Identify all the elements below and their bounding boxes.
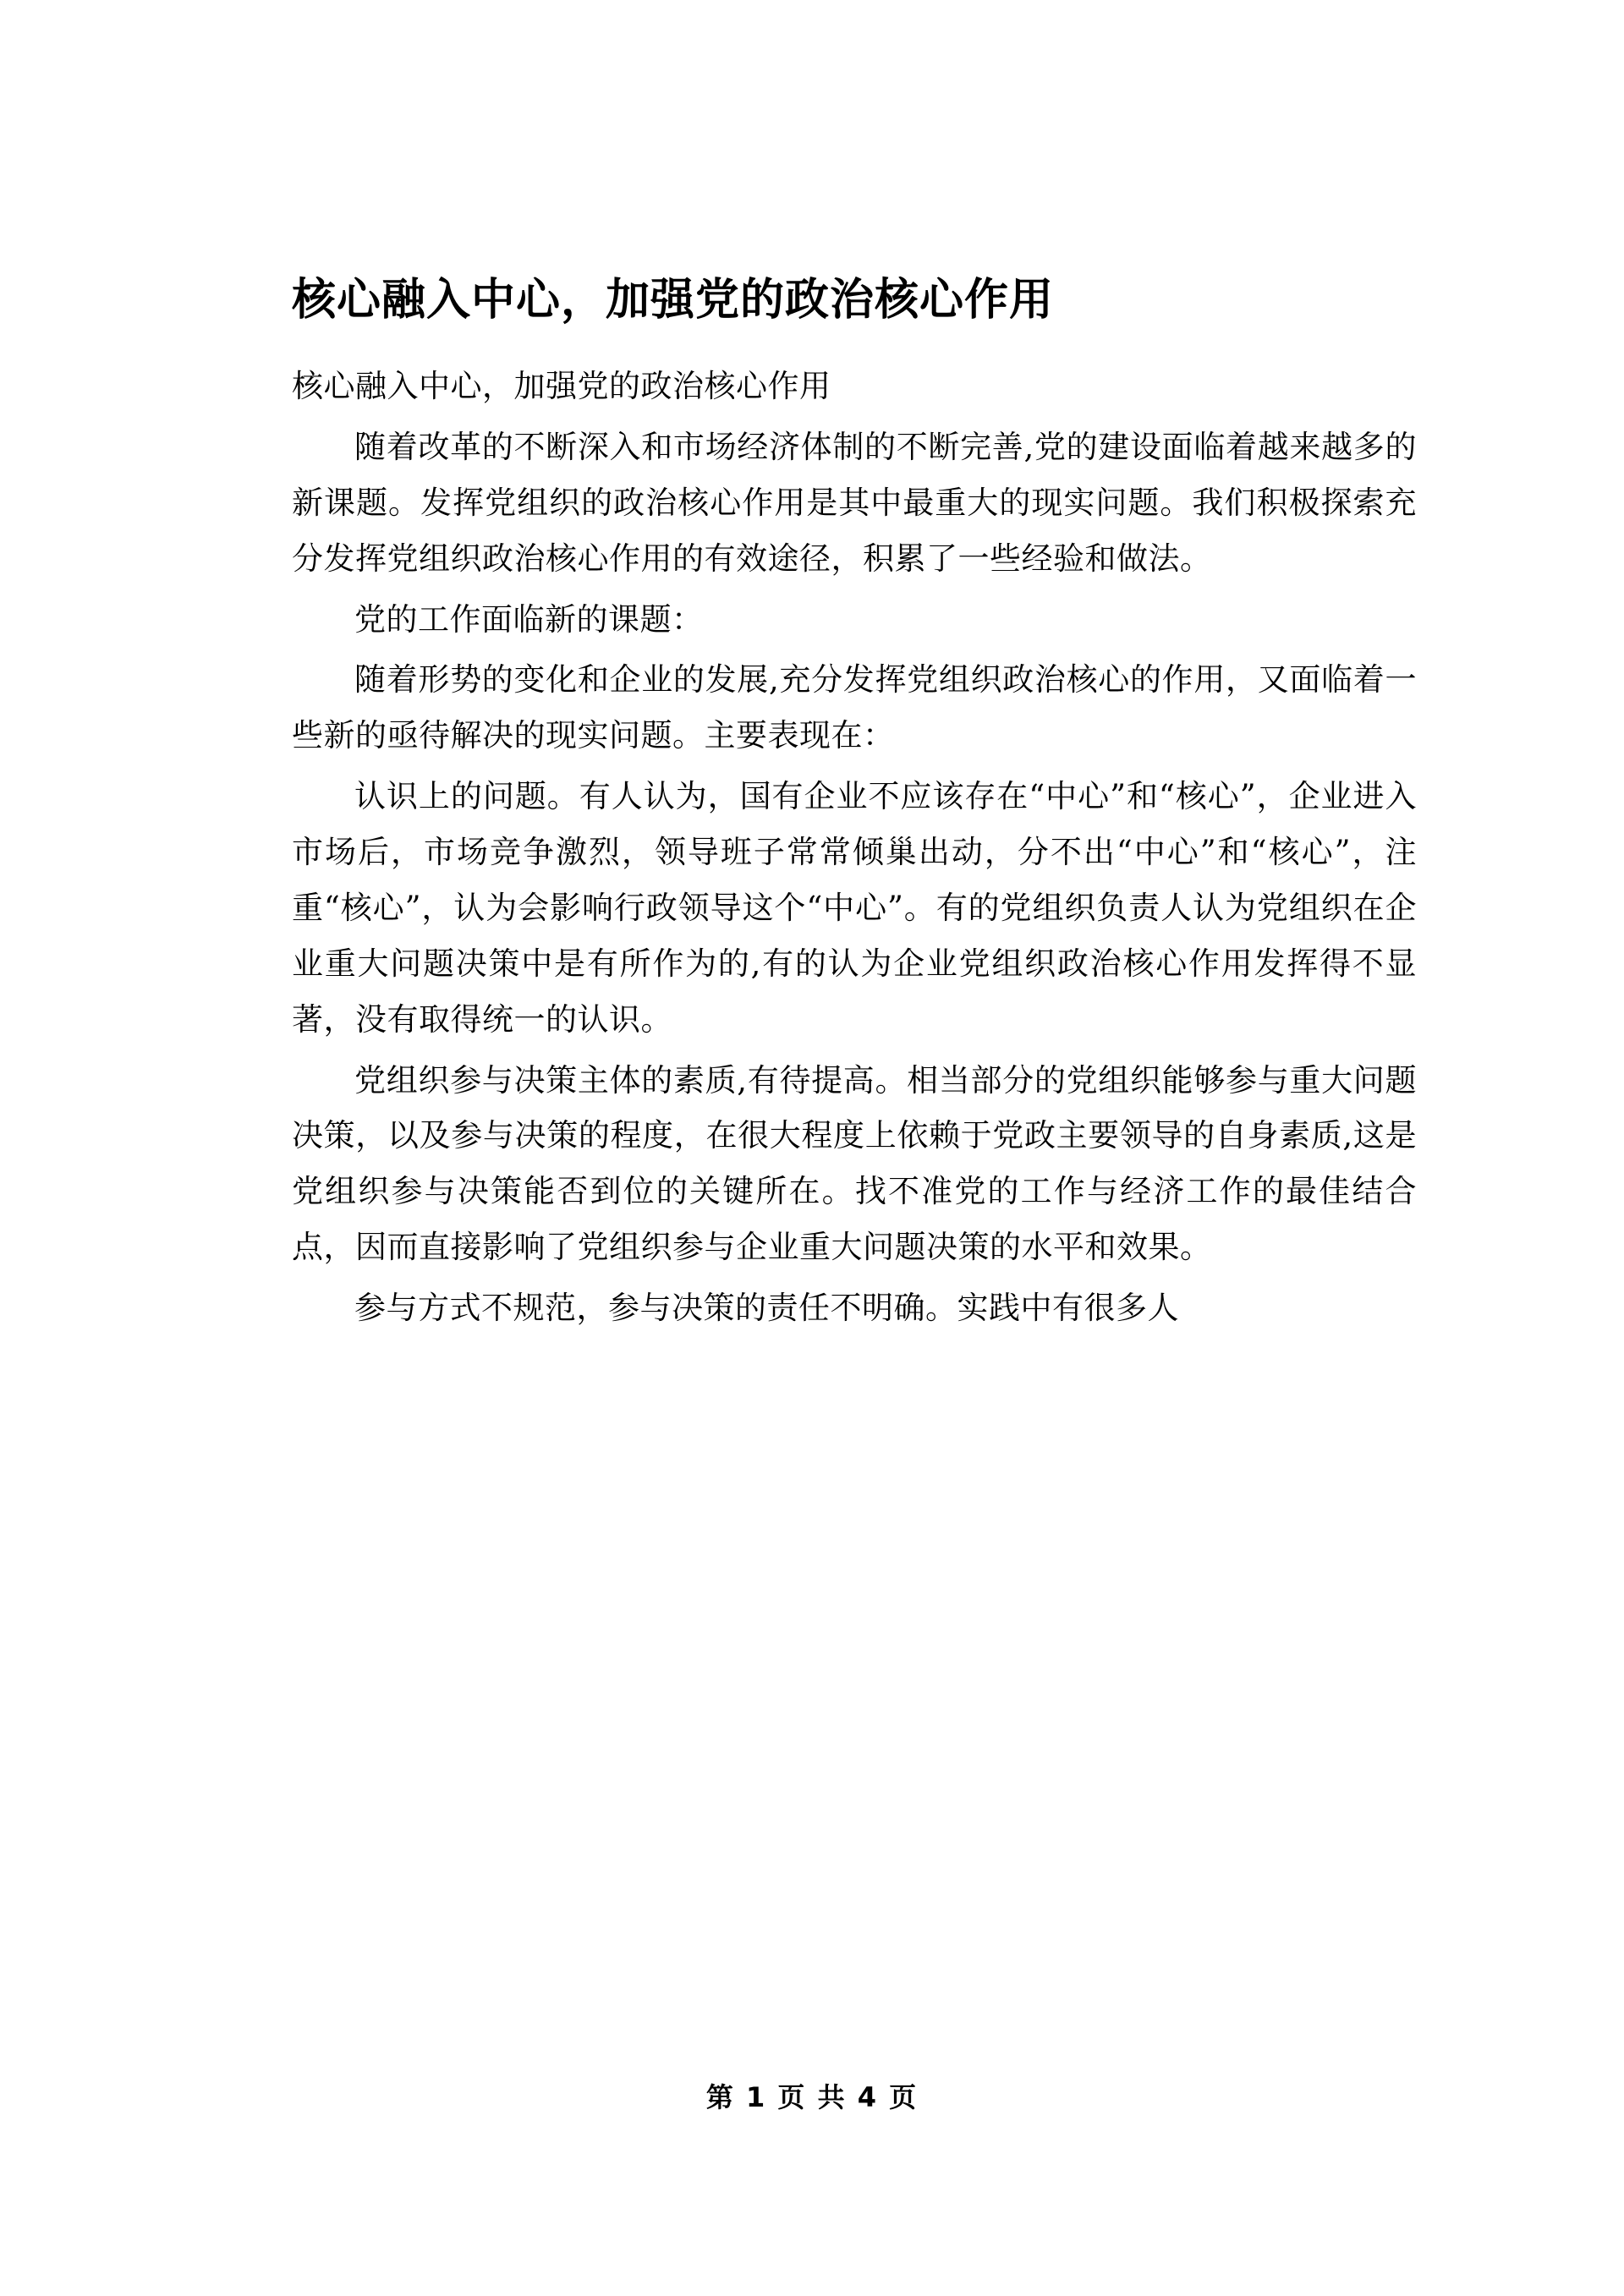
paragraph-4: 认识上的问题。有人认为，国有企业不应该存在“中心”和“核心”，企业进入市场后，市场竞争激烈，领导班子常常倾巢出动，分不出“中心”和“核心”，注重“核心”，认为会影响行政领导这个“中心”。有的党组织负责人认为党组织在企业重大问题决策中是有所作为的,有的认为企业党组织政治核心作用发挥得不显著，没有取得统一的认识。 [292, 778, 1417, 1038]
page-title: 核心融入中心，加强党的政治核心作用 [292, 275, 1055, 326]
paragraph-6: 参与方式不规范，参与决策的责任不明确。实践中有很多人 [354, 1289, 1179, 1326]
paragraph-5: 党组织参与决策主体的素质,有待提高。相当部分的党组织能够参与重大问题决策，以及参与决策的程度，在很大程度上依赖于党政主要领导的自身素质,这是党组织参与决策能否到位的关键所在。找不准党的工作与经济工作的最佳结合点，因而直接影响了党组织参与企业重大问题决策的水平和效果。 [292, 1061, 1417, 1266]
paragraph-1: 随着改革的不断深入和市场经济体制的不断完善,党的建设面临着越来越多的新课题。发挥党组织的政治核心作用是其中最重大的现实问题。我们积极探索充分发挥党组织政治核心作用的有效途径，积累了一些经验和做法。 [292, 429, 1417, 577]
paragraph-subtitle: 核心融入中心，加强党的政治核心作用 [292, 368, 831, 405]
paragraph-3: 随着形势的变化和企业的发展,充分发挥党组织政治核心的作用，又面临着一些新的亟待解决的现实问题。主要表现在： [292, 661, 1417, 754]
paragraph-2: 党的工作面临新的课题： [354, 600, 704, 638]
document-body [292, 271, 1417, 1341]
page-footer: 第 1 页 共 4 页 [705, 2081, 919, 2113]
